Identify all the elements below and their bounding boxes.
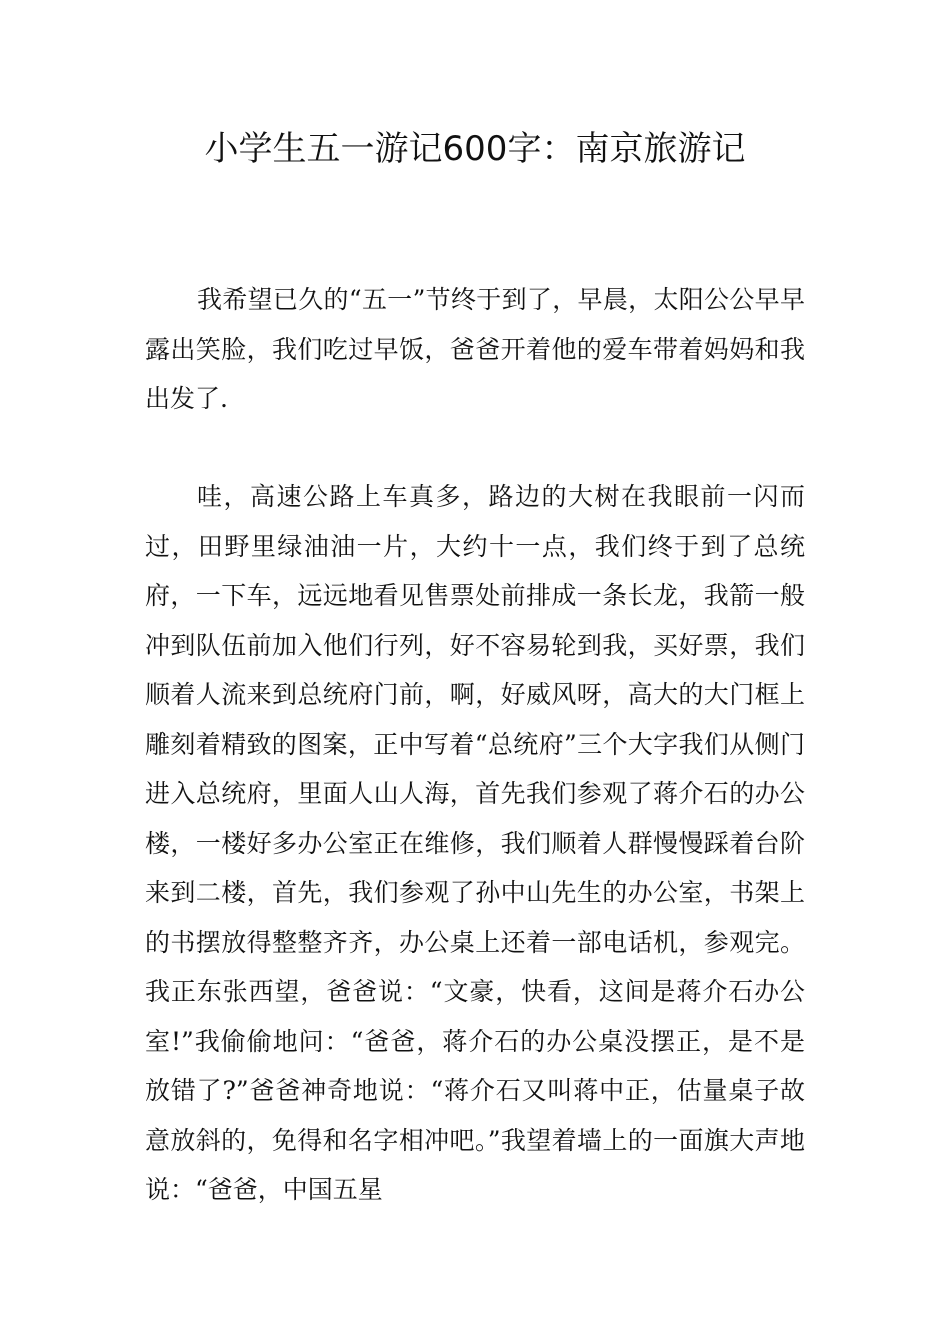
paragraph-1: 我希望已久的“五一”节终于到了，早晨，太阳公公早早露出笑脸，我们吃过早饭，爸爸开着他的爱车带着妈妈和我出发了.	[145, 285, 805, 413]
document-title: 小学生五一游记600字：南京旅游记	[204, 129, 746, 169]
paragraph-2: 哇，高速公路上车真多，路边的大树在我眼前一闪而过，田野里绿油油一片，大约十一点，我们终于到了总统府，一下车，远远地看见售票处前排成一条长龙，我箭一般冲到队伍前加入他们行列，好不容易轮到我，买好票，我们顺着人流来到总统府门前，啊，好威风呀，高大的大门框上雕刻着精致的图案，正中写着“总统府”三个大字我们从侧门进入总统府，里面人山人海，首先我们参观了蒋介石的办公楼，一楼好多办公室正在维修，我们顺着人群慢慢踩着台阶来到二楼，首先，我们参观了孙中山先生的办公室，书架上的书摆放得整整齐齐，办公桌上还着一部电话机，参观完。我正东张西望，爸爸说：“文豪，快看，这间是蒋介石办公室!”我偷偷地问：“爸爸，蒋介石的办公桌没摆正，是不是放错了?”爸爸神奇地说：“蒋介石又叫蒋中正，估量桌子故意放斜的，免得和名字相冲吧。”我望着墙上的一面旗大声地说：“爸爸，中国五星	[145, 482, 805, 1204]
